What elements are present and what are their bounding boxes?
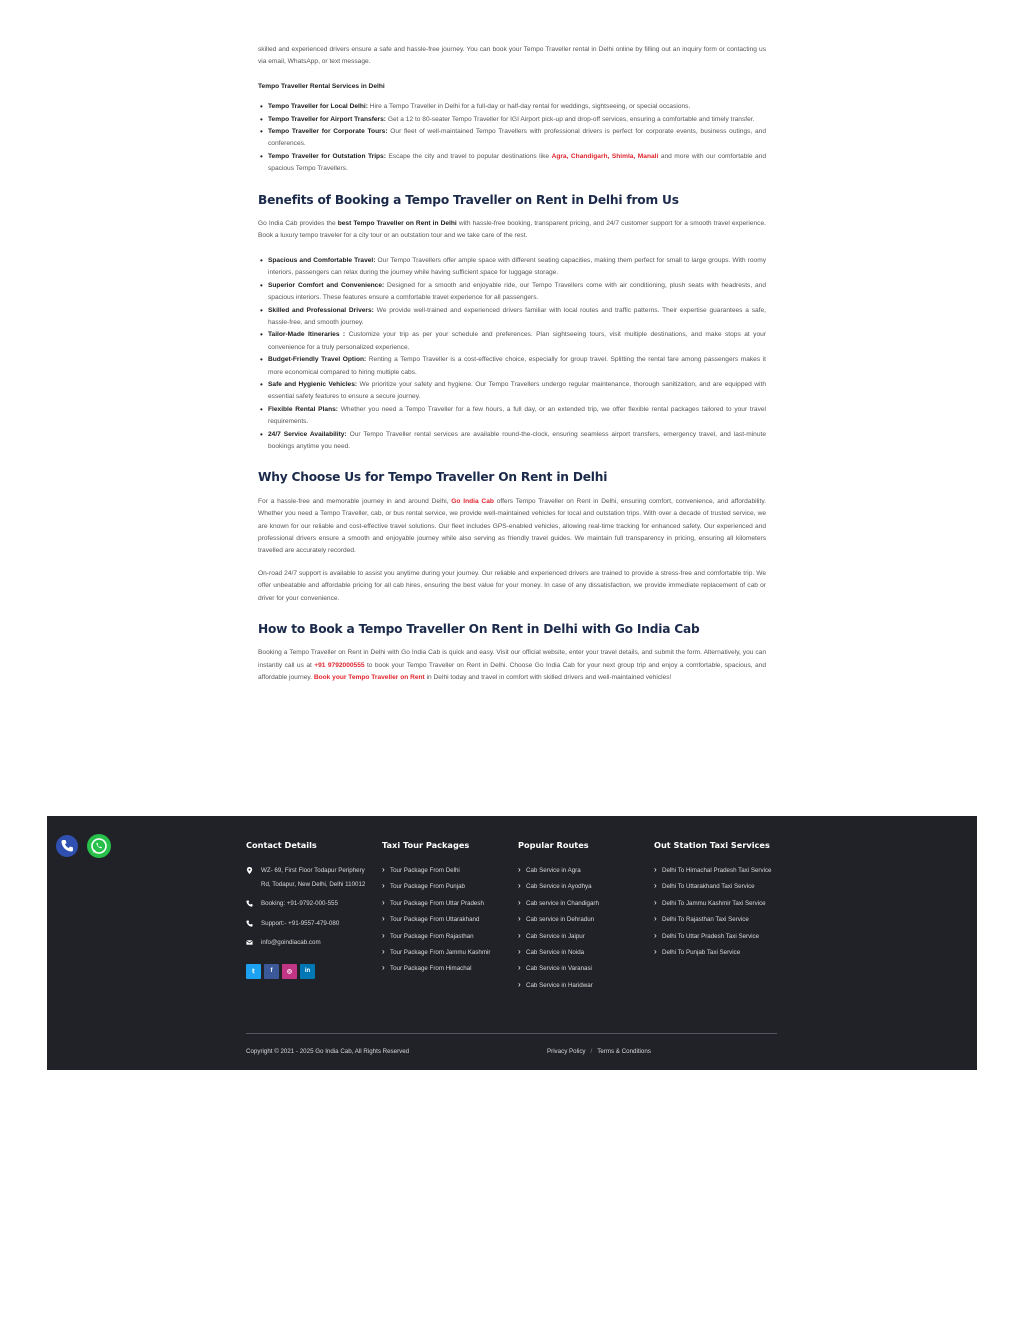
- support-phone[interactable]: Support:- +91-9557-479-080: [246, 917, 371, 931]
- envelope-icon: [246, 939, 253, 946]
- facebook-icon[interactable]: f: [264, 964, 279, 979]
- benefits-list: [258, 255, 766, 454]
- tour-package-link[interactable]: › Tour Package From Rajasthan: [382, 930, 507, 943]
- whatsapp-button[interactable]: [87, 834, 111, 858]
- why-paragraph-2: On-road 24/7 support is available to assist you anytime during your journey. Our reliable and experienced drivers are trained to provide a stress-free and comfortable trip. We offer unbeatable and affordable pricing for all cab hires, ensuring the best value for your money. In case of any dissatisfaction, we provide immediate replacement of cab or driver for your convenience.: [258, 569, 766, 602]
- contact-column: [246, 840, 371, 979]
- outstation-heading: Out Station Taxi Services: [654, 840, 770, 850]
- destinations-link[interactable]: Agra, Chandigarh, Shimla, Manali: [551, 152, 659, 160]
- howto-heading: How to Book a Tempo Traveller On Rent in Delhi with Go India Cab: [258, 622, 700, 637]
- why-paragraph-1: For a hassle-free and memorable journey in and around Delhi, Go India Cab offers Tempo Traveller on Rent in Delhi, ensuring comfort, convenience, and affordability. Whether you need a Tempo Traveller, cab, or bus rental service, we provide well-maintained vehicles for local and outstation trips. With over a decade of trusted service, we are known for our reliable and cost-effective travel solutions. Our fleet includes GPS-enabled vehicles, allowing real-time tracking for enhanced safety. Our experienced and professional drivers ensure a smooth and enjoyable journey while also serving as friendly travel guides. We maintain full transparency in pricing, ensuring all kilometers travelled are accurately recorded.: [258, 497, 766, 555]
- legal-links: [547, 1048, 651, 1055]
- list-item: • Flexible Rental Plans: Whether you need a Tempo Traveller for a few hours, a full day, or an extended trip, we offer flexible rental packages tailored to your travel requirements.: [268, 404, 766, 429]
- route-link[interactable]: › Cab Service in Agra: [518, 864, 643, 877]
- routes-list: [518, 864, 643, 992]
- route-link[interactable]: › Cab Service in Haridwar: [518, 979, 643, 992]
- phone-link[interactable]: +91 9792000555: [314, 661, 365, 669]
- list-item: • Spacious and Comfortable Travel: Our Tempo Travellers offer ample space with different seating capacities, making them perfect for small to large groups. With roomy interiors, passengers can relax during the journey while having sufficient space for luggage storage.: [268, 255, 766, 280]
- booking-phone[interactable]: Booking: +91-9792-000-555: [246, 897, 371, 911]
- outstation-service-link[interactable]: › Delhi To Himachal Pradesh Taxi Service: [654, 864, 779, 877]
- route-link[interactable]: › Cab service in Dehradun: [518, 913, 643, 926]
- address: WZ- 69, First Floor Todapur Periphery Rd, Todapur, New Delhi, Delhi 110012: [246, 864, 371, 891]
- privacy-policy-link[interactable]: Privacy Policy: [547, 1048, 586, 1055]
- outstation-service-link[interactable]: › Delhi To Uttarakhand Taxi Service: [654, 880, 779, 893]
- packages-heading: Taxi Tour Packages: [382, 840, 470, 850]
- routes-column: [518, 840, 643, 995]
- tour-package-link[interactable]: › Tour Package From Jammu Kashmir: [382, 946, 507, 959]
- book-now-link[interactable]: Book your Tempo Traveller on Rent: [313, 674, 425, 682]
- phone-icon: [246, 920, 253, 927]
- list-item: • Budget-Friendly Travel Option: Renting a Tempo Traveller is a cost-effective choice, especially for group travel. Splitting the rental fare among passengers makes it more economical compared to hiring multiple cabs.: [268, 354, 766, 379]
- outstation-service-link[interactable]: › Delhi To Rajasthan Taxi Service: [654, 913, 779, 926]
- route-link[interactable]: › Cab service in Chandigarh: [518, 897, 643, 910]
- tour-package-link[interactable]: › Tour Package From Uttarakhand: [382, 913, 507, 926]
- go-india-cab-link[interactable]: Go India Cab: [451, 497, 494, 505]
- footer-divider: [246, 1033, 777, 1034]
- twitter-icon[interactable]: 𝕥: [246, 964, 261, 979]
- tour-package-link[interactable]: › Tour Package From Delhi: [382, 864, 507, 877]
- intro-paragraph: skilled and experienced drivers ensure a safe and hassle-free journey. You can book your Tempo Traveller rental in Delhi online by filling out an inquiry form or contacting us via email, WhatsApp, or text message.: [258, 46, 766, 66]
- list-item: • Tailor-Made Itineraries : Customize your trip as per your schedule and preferences. Plan sightseeing tours, visit multiple destinations, and make stops at your convenience for a truly personalized experience.: [268, 329, 766, 354]
- email[interactable]: info@goindiacab.com: [246, 936, 371, 950]
- list-item: • Tempo Traveller for Airport Transfers: Get a 12 to 80-seater Tempo Traveller for IGI Airport pick-up and drop-off services, ensuring a comfortable and timely transfer.: [268, 114, 766, 126]
- article-content: [258, 44, 766, 685]
- route-link[interactable]: › Cab Service in Ayodhya: [518, 880, 643, 893]
- outstation-service-link[interactable]: › Delhi To Punjab Taxi Service: [654, 946, 779, 959]
- legal-separator: /: [590, 1048, 593, 1055]
- contact-heading: Contact Details: [246, 840, 317, 850]
- instagram-icon[interactable]: ◎: [282, 964, 297, 979]
- list-item: • 24/7 Service Availability: Our Tempo Traveller rental services are available round-the-clock, ensuring seamless airport transfers, emergency travel, and last-minute bookings anytime you need.: [268, 429, 766, 454]
- route-link[interactable]: › Cab Service in Varanasi: [518, 962, 643, 975]
- benefits-heading: Benefits of Booking a Tempo Traveller on Rent in Delhi from Us: [258, 192, 679, 207]
- phone-icon: [56, 835, 78, 857]
- benefits-intro: Go India Cab provides the best Tempo Traveller on Rent in Delhi with hassle-free booking, transparent pricing, and 24/7 customer support for a smooth travel experience. Book a luxury tempo traveler for a city tour or an outstation tour and we take care of the rest.: [258, 220, 766, 240]
- why-heading: Why Choose Us for Tempo Traveller On Rent in Delhi: [258, 470, 608, 485]
- tour-package-link[interactable]: › Tour Package From Uttar Pradesh: [382, 897, 507, 910]
- route-link[interactable]: › Cab Service in Noida: [518, 946, 643, 959]
- list-item: • Tempo Traveller for Corporate Tours: Our fleet of well-maintained Tempo Travellers with professional drivers is perfect for corporate events, business outings, and conferences.: [268, 126, 766, 151]
- outstation-service-link[interactable]: › Delhi To Jammu Kashmir Taxi Service: [654, 897, 779, 910]
- location-pin-icon: [246, 867, 253, 874]
- site-footer: [47, 816, 977, 1070]
- list-item: • Safe and Hygienic Vehicles: We prioritize your safety and hygiene. Our Tempo Travellers undergo regular maintenance, thorough sanitization, and are equipped with essential safety features to ensure a secure journey.: [268, 379, 766, 404]
- terms-link[interactable]: Terms & Conditions: [597, 1048, 651, 1055]
- outstation-list: [654, 864, 779, 959]
- whatsapp-icon: [87, 834, 111, 858]
- packages-column: [382, 840, 507, 979]
- social-links: [246, 964, 371, 979]
- list-item: • Superior Comfort and Convenience: Designed for a smooth and enjoyable ride, our Tempo Travellers come with air conditioning, plush seats with headrests, and spacious interiors. These features ensure a comfortable travel experience for all passengers.: [268, 280, 766, 305]
- tour-package-link[interactable]: › Tour Package From Himachal: [382, 962, 507, 975]
- packages-list: [382, 864, 507, 976]
- routes-heading: Popular Routes: [518, 840, 589, 850]
- outstation-service-link[interactable]: › Delhi To Uttar Pradesh Taxi Service: [654, 930, 779, 943]
- call-button[interactable]: [56, 835, 78, 857]
- howto-paragraph: Booking a Tempo Traveller on Rent in Delhi with Go India Cab is quick and easy. Visit our official website, enter your travel details, and submit the form. Alternatively, you can instantly call us at +91 9792000555 to book your Tempo Traveller on Rent in Delhi. Choose Go India Cab for your next group trip and enjoy a comfortable, spacious, and affordable journey. Book your Tempo Traveller on Rent in Delhi today and travel in comfort with skilled drivers and well-maintained vehicles!: [258, 649, 766, 682]
- list-item: • Skilled and Professional Drivers: We provide well-trained and experienced drivers familiar with local routes and traffic patterns. Their expertise guarantees a safe, hassle-free, and smooth journey.: [268, 305, 766, 330]
- services-list: [258, 101, 766, 175]
- copyright: Copyright © 2021 - 2025 Go India Cab, All Rights Reserved: [246, 1048, 410, 1055]
- list-item: • Tempo Traveller for Outstation Trips: Escape the city and travel to popular destinations like Agra, Chandigarh, Shimla, Manali and more with our comfortable and spacious Tempo Travellers.: [268, 151, 766, 176]
- phone-icon: [246, 900, 253, 907]
- list-item: • Tempo Traveller for Local Delhi: Hire a Tempo Traveller in Delhi for a full-day or half-day rental for weddings, sightseeing, or special occasions.: [268, 101, 766, 113]
- outstation-column: [654, 840, 779, 962]
- route-link[interactable]: › Cab Service in Jaipur: [518, 930, 643, 943]
- linkedin-icon[interactable]: in: [300, 964, 315, 979]
- services-heading: Tempo Traveller Rental Services in Delhi: [258, 82, 385, 90]
- tour-package-link[interactable]: › Tour Package From Punjab: [382, 880, 507, 893]
